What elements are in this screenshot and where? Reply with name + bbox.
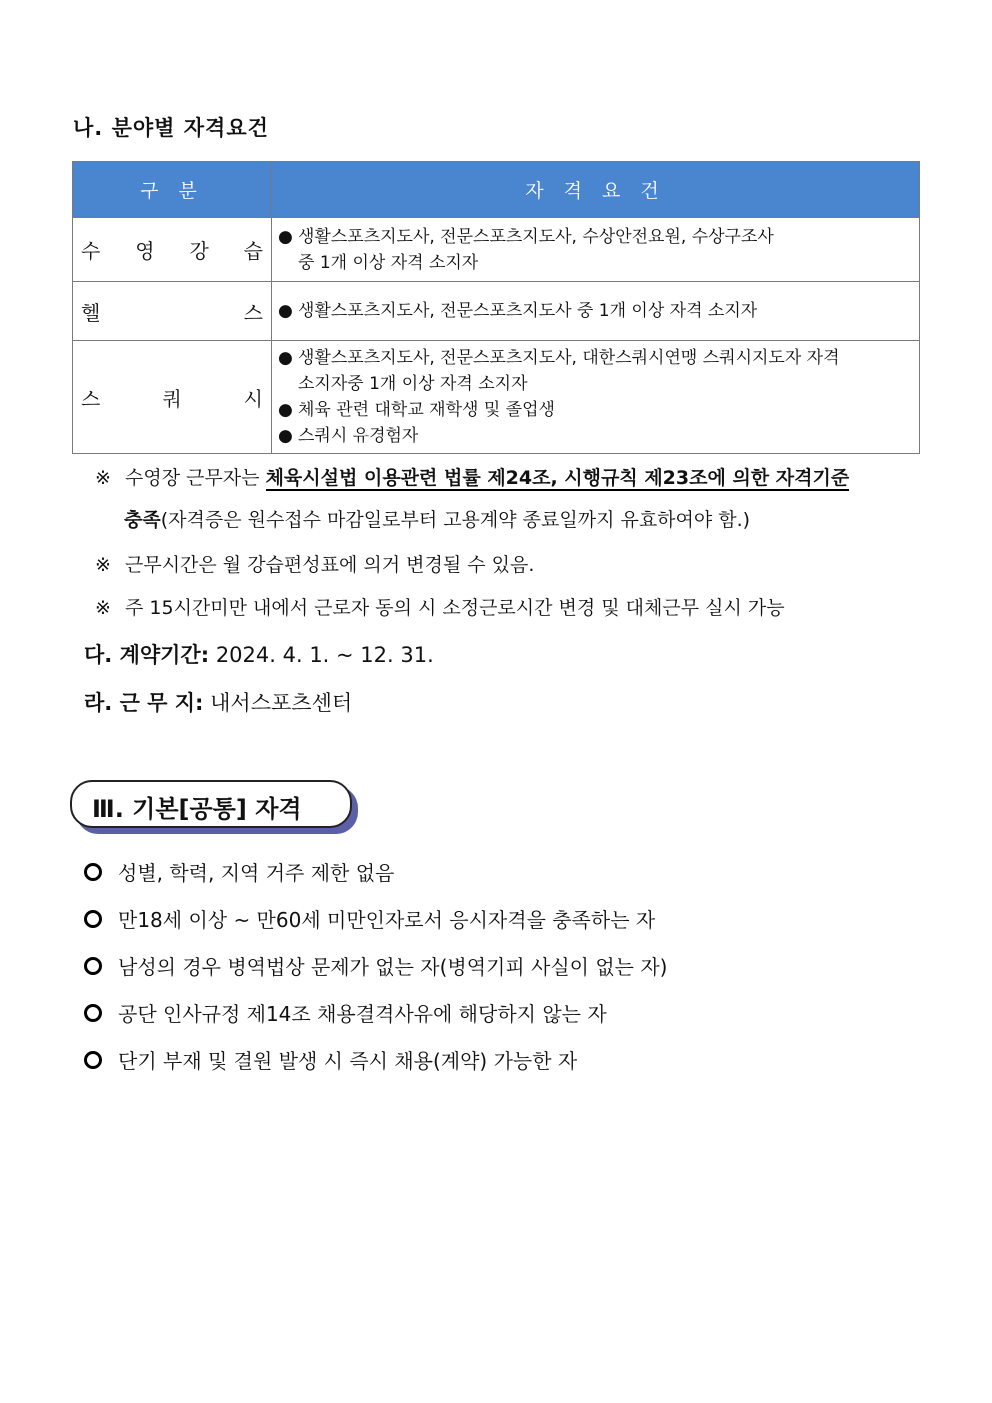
workplace-label: 라. 근 무 지: [84, 691, 204, 715]
workplace [84, 687, 352, 717]
note-2 [95, 552, 534, 578]
note-1-cont [124, 507, 750, 533]
list-item [278, 397, 913, 423]
circle-bullet-icon [84, 957, 102, 975]
category-char: 습 [243, 239, 263, 263]
note-text: 수영장 근무자는 [125, 467, 260, 489]
header-category: 구 분 [73, 162, 272, 218]
item-text-cont: 소지자중 1개 이상 자격 소지자 [298, 374, 528, 394]
note-emphasis: 체육시설법 이용관련 법률 제24조, 시행규칙 제23조에 의한 자격기준 [265, 467, 850, 489]
note-mark-icon: ※ [95, 554, 111, 576]
category-cell [73, 218, 272, 282]
section-3-title: Ⅲ. 기본[공통] 자격 [92, 795, 302, 823]
bullet-icon: ● [278, 348, 293, 368]
list-item [84, 998, 607, 1027]
circle-bullet-icon [84, 1004, 102, 1022]
list-item [278, 298, 913, 324]
note-text: 주 15시간미만 내에서 근로자 동의 시 소정근로시간 변경 및 대체근무 실시 가능 [125, 597, 785, 619]
table-row [73, 341, 920, 454]
contract-label: 다. 계약기간: [84, 643, 210, 667]
contract-period [84, 639, 434, 669]
section-heading-na: 나. 분야별 자격요건 [73, 116, 269, 140]
qualification-table [72, 161, 920, 454]
list-item [84, 904, 655, 933]
circle-bullet-icon [84, 863, 102, 881]
list-item [278, 345, 913, 371]
item-text: 스쿼시 유경험자 [298, 426, 419, 446]
bullet-icon: ● [278, 301, 293, 321]
item-text: 생활스포츠지도사, 전문스포츠지도사, 수상안전요원, 수상구조사 [298, 226, 774, 247]
note-emphasis: 충족 [124, 509, 161, 531]
list-item [278, 423, 913, 449]
table-row [73, 282, 920, 341]
item-text: 생활스포츠지도사, 전문스포츠지도사, 대한스쿼시연맹 스쿼시지도자 자격 [298, 348, 840, 368]
category-char: 헬 [81, 300, 101, 325]
note-mark-icon: ※ [95, 467, 111, 489]
note-1 [95, 465, 849, 491]
requirement-cell [272, 341, 920, 454]
item-text-cont: 중 1개 이상 자격 소지자 [298, 252, 479, 273]
item-text: 체육 관련 대학교 재학생 및 졸업생 [298, 400, 555, 420]
list-item [84, 857, 394, 886]
category-char: 쿼 [162, 386, 182, 411]
list-item [84, 1045, 577, 1074]
category-char: 스 [81, 386, 101, 411]
category-cell [73, 282, 272, 341]
contract-value: 2024. 4. 1. ~ 12. 31. [215, 643, 434, 667]
category-char: 영 [135, 239, 155, 263]
category-cell [73, 341, 272, 454]
list-item [278, 224, 913, 250]
list-item [84, 951, 667, 980]
item-text: 공단 인사규정 제14조 채용결격사유에 해당하지 않는 자 [118, 1002, 607, 1026]
note-text: 근무시간은 월 강습편성표에 의거 변경될 수 있음. [125, 554, 535, 576]
section-3-banner [70, 780, 352, 828]
category-char: 강 [189, 239, 209, 263]
workplace-value: 내서스포츠센터 [210, 691, 353, 715]
item-text: 단기 부재 및 결원 발생 시 즉시 채용(계약) 가능한 자 [118, 1049, 578, 1073]
table-row [73, 218, 920, 282]
requirement-cell [272, 218, 920, 282]
note-mark-icon: ※ [95, 597, 111, 619]
category-char: 수 [81, 239, 101, 263]
category-char: 시 [243, 386, 263, 411]
item-text: 만18세 이상 ~ 만60세 미만인자로서 응시자격을 충족하는 자 [118, 908, 656, 932]
item-text: 남성의 경우 병역법상 문제가 없는 자(병역기피 사실이 없는 자) [118, 955, 668, 979]
bullet-icon: ● [278, 426, 293, 446]
category-char: 스 [243, 300, 263, 325]
bullet-icon: ● [278, 226, 293, 247]
bullet-icon: ● [278, 400, 293, 420]
item-text: 성별, 학력, 지역 거주 제한 없음 [118, 861, 395, 885]
note-3 [95, 595, 785, 621]
requirement-cell [272, 282, 920, 341]
circle-bullet-icon [84, 910, 102, 928]
note-text: (자격증은 원수접수 마감일로부터 고용계약 종료일까지 유효하여야 함.) [160, 509, 751, 531]
header-requirements: 자 격 요 건 [272, 162, 920, 218]
item-text: 생활스포츠지도사, 전문스포츠지도사 중 1개 이상 자격 소지자 [298, 301, 758, 321]
circle-bullet-icon [84, 1051, 102, 1069]
